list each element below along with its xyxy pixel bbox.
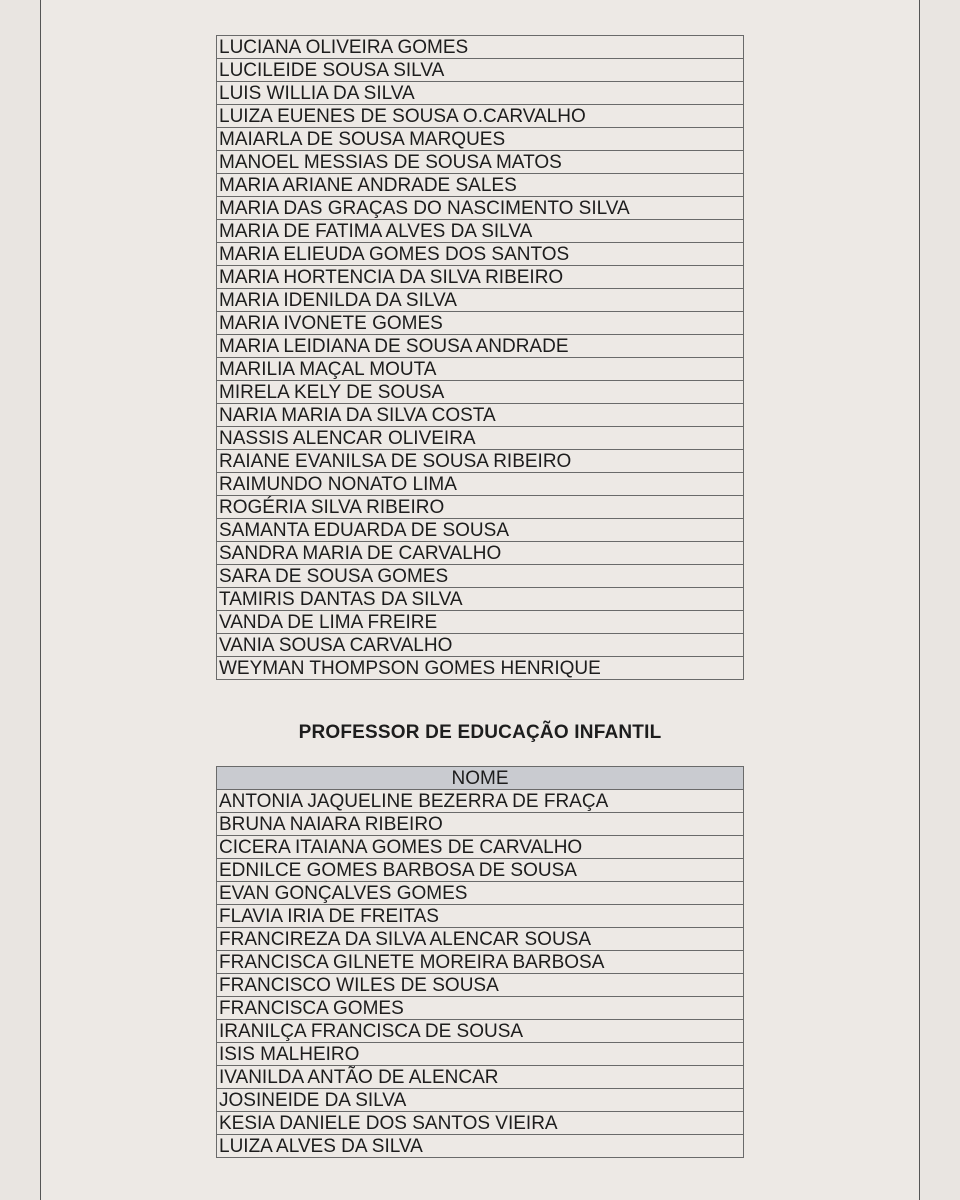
table-row xyxy=(217,128,744,151)
table-row xyxy=(217,836,744,859)
table-row xyxy=(217,105,744,128)
name-cell: MANOEL MESSIAS DE SOUSA MATOS xyxy=(217,151,744,174)
name-cell: LUCILEIDE SOUSA SILVA xyxy=(217,59,744,82)
table-row xyxy=(217,588,744,611)
name-cell: RAIANE EVANILSA DE SOUSA RIBEIRO xyxy=(217,450,744,473)
table-row xyxy=(217,519,744,542)
name-cell: FRANCIREZA DA SILVA ALENCAR SOUSA xyxy=(217,928,744,951)
table-row xyxy=(217,197,744,220)
name-cell: MARIA HORTENCIA DA SILVA RIBEIRO xyxy=(217,266,744,289)
table-row xyxy=(217,450,744,473)
table-row xyxy=(217,36,744,59)
name-cell: FRANCISCO WILES DE SOUSA xyxy=(217,974,744,997)
name-cell: EVAN GONÇALVES GOMES xyxy=(217,882,744,905)
name-cell: SARA DE SOUSA GOMES xyxy=(217,565,744,588)
table-row xyxy=(217,151,744,174)
name-cell: MARIA LEIDIANA DE SOUSA ANDRADE xyxy=(217,335,744,358)
table-row xyxy=(217,220,744,243)
table-row xyxy=(217,496,744,519)
table-row xyxy=(217,473,744,496)
table-row xyxy=(217,358,744,381)
name-cell: MARIA IDENILDA DA SILVA xyxy=(217,289,744,312)
table-header-row xyxy=(217,767,744,790)
table-row xyxy=(217,404,744,427)
name-cell: KESIA DANIELE DOS SANTOS VIEIRA xyxy=(217,1112,744,1135)
table-row xyxy=(217,882,744,905)
name-cell: LUCIANA OLIVEIRA GOMES xyxy=(217,36,744,59)
table-row xyxy=(217,611,744,634)
table-row xyxy=(217,634,744,657)
name-cell: CICERA ITAIANA GOMES DE CARVALHO xyxy=(217,836,744,859)
name-cell: MARIA ARIANE ANDRADE SALES xyxy=(217,174,744,197)
names-table-1 xyxy=(216,35,744,680)
table-row xyxy=(217,1066,744,1089)
table-row xyxy=(217,542,744,565)
name-cell: NASSIS ALENCAR OLIVEIRA xyxy=(217,427,744,450)
name-cell: VANIA SOUSA CARVALHO xyxy=(217,634,744,657)
name-cell: IRANILÇA FRANCISCA DE SOUSA xyxy=(217,1020,744,1043)
table-row xyxy=(217,1020,744,1043)
table-row xyxy=(217,565,744,588)
table-row xyxy=(217,859,744,882)
table-row xyxy=(217,974,744,997)
name-cell: EDNILCE GOMES BARBOSA DE SOUSA xyxy=(217,859,744,882)
table-row xyxy=(217,1135,744,1158)
name-cell: LUIZA ALVES DA SILVA xyxy=(217,1135,744,1158)
table-row xyxy=(217,1089,744,1112)
table-row xyxy=(217,82,744,105)
name-cell: MARIA ELIEUDA GOMES DOS SANTOS xyxy=(217,243,744,266)
name-cell: FLAVIA IRIA DE FREITAS xyxy=(217,905,744,928)
name-cell: MARIA DE FATIMA ALVES DA SILVA xyxy=(217,220,744,243)
table-row xyxy=(217,427,744,450)
table-row xyxy=(217,335,744,358)
name-cell: MARIA IVONETE GOMES xyxy=(217,312,744,335)
name-cell: ROGÉRIA SILVA RIBEIRO xyxy=(217,496,744,519)
name-cell: BRUNA NAIARA RIBEIRO xyxy=(217,813,744,836)
name-cell: VANDA DE LIMA FREIRE xyxy=(217,611,744,634)
table-row xyxy=(217,312,744,335)
table-row xyxy=(217,243,744,266)
table-row xyxy=(217,813,744,836)
column-header-nome: NOME xyxy=(217,767,744,790)
table-row xyxy=(217,951,744,974)
table-row xyxy=(217,1043,744,1066)
name-cell: MARILIA MAÇAL MOUTA xyxy=(217,358,744,381)
table-row xyxy=(217,905,744,928)
name-cell: WEYMAN THOMPSON GOMES HENRIQUE xyxy=(217,657,744,680)
table-row xyxy=(217,790,744,813)
name-cell: RAIMUNDO NONATO LIMA xyxy=(217,473,744,496)
table-row xyxy=(217,174,744,197)
table-row xyxy=(217,657,744,680)
name-cell: MIRELA KELY DE SOUSA xyxy=(217,381,744,404)
table-row xyxy=(217,289,744,312)
name-cell: SANDRA MARIA DE CARVALHO xyxy=(217,542,744,565)
name-cell: FRANCISCA GILNETE MOREIRA BARBOSA xyxy=(217,951,744,974)
name-cell: TAMIRIS DANTAS DA SILVA xyxy=(217,588,744,611)
names-table-2 xyxy=(216,766,744,1158)
table-row xyxy=(217,928,744,951)
name-cell: MARIA DAS GRAÇAS DO NASCIMENTO SILVA xyxy=(217,197,744,220)
table-row xyxy=(217,381,744,404)
section-title: PROFESSOR DE EDUCAÇÃO INFANTIL xyxy=(298,722,662,743)
name-cell: MAIARLA DE SOUSA MARQUES xyxy=(217,128,744,151)
table-row xyxy=(217,1112,744,1135)
table-row xyxy=(217,266,744,289)
names-table-2-body xyxy=(217,790,744,1158)
name-cell: ISIS MALHEIRO xyxy=(217,1043,744,1066)
name-cell: NARIA MARIA DA SILVA COSTA xyxy=(217,404,744,427)
name-cell: IVANILDA ANTÃO DE ALENCAR xyxy=(217,1066,744,1089)
table-row xyxy=(217,59,744,82)
name-cell: FRANCISCA GOMES xyxy=(217,997,744,1020)
names-table-1-body xyxy=(217,36,744,680)
name-cell: LUIZA EUENES DE SOUSA O.CARVALHO xyxy=(217,105,744,128)
name-cell: JOSINEIDE DA SILVA xyxy=(217,1089,744,1112)
name-cell: ANTONIA JAQUELINE BEZERRA DE FRAÇA xyxy=(217,790,744,813)
name-cell: LUIS WILLIA DA SILVA xyxy=(217,82,744,105)
name-cell: SAMANTA EDUARDA DE SOUSA xyxy=(217,519,744,542)
table-row xyxy=(217,997,744,1020)
